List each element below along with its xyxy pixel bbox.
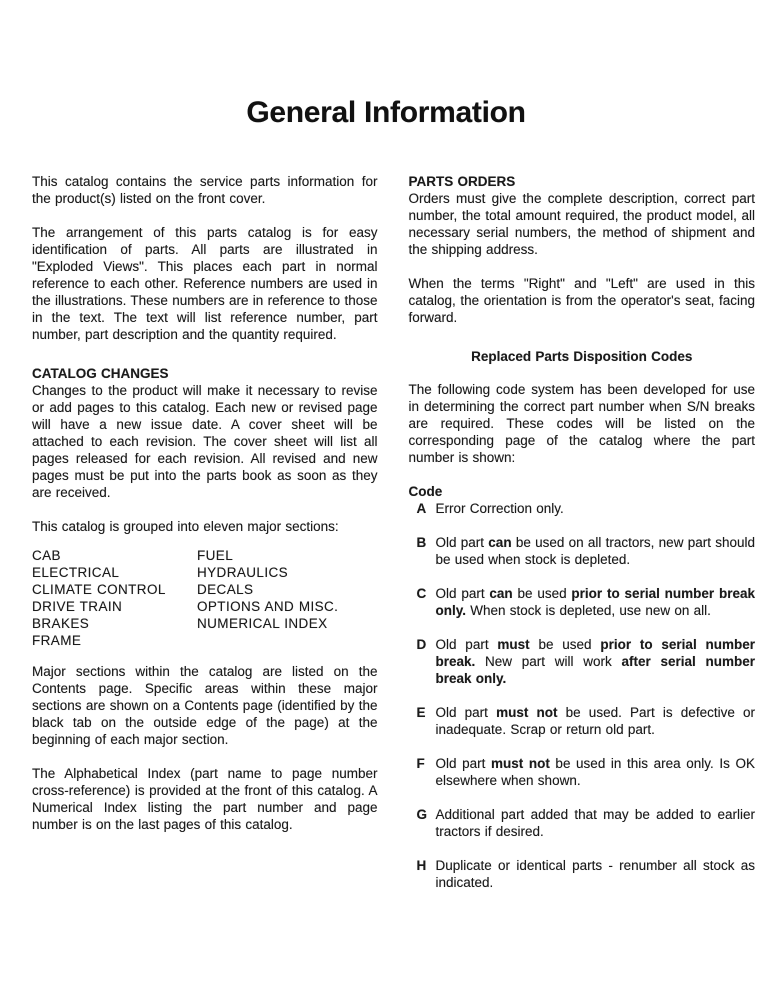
code-item-f	[409, 755, 756, 789]
code-description: Error Correction only.	[435, 501, 564, 516]
sections-list	[32, 547, 378, 649]
section-item: HYDRAULICS	[197, 565, 289, 580]
page-title: General Information	[246, 96, 526, 129]
left-column	[32, 173, 378, 908]
parts-orders-heading: PARTS ORDERS	[408, 174, 516, 189]
major-sections-paragraph: Major sections within the catalog are listed on the Contents page. Specific areas within these major sections are shown on a Contents page (identified by the black tab on the outside edge of the page) at the beginning of each major section.	[32, 664, 378, 747]
section-item: FRAME	[32, 633, 82, 648]
code-letter: H	[416, 858, 427, 873]
code-description: Old part can be used prior to serial number break only. When stock is depleted, use new on all.	[435, 586, 755, 618]
code-label: Code	[408, 484, 443, 499]
code-system-paragraph: The following code system has been developed for use in determining the correct part number when S/N breaks are required. These codes will be listed on the corresponding page of the catalog where the part number is shown:	[408, 382, 755, 465]
orientation-paragraph: When the terms "Right" and "Left" are used in this catalog, the orientation is from the operator's seat, facing forward.	[408, 276, 755, 325]
section-item: DRIVE TRAIN	[32, 599, 123, 614]
two-column-body	[32, 173, 755, 908]
code-letter: G	[416, 807, 428, 822]
code-letter: C	[416, 586, 427, 601]
code-description: Old part can be used on all tractors, new part should be used when stock is depleted.	[435, 535, 756, 567]
sections-column-1	[32, 547, 197, 649]
code-item-b	[409, 534, 756, 568]
code-letter: B	[416, 535, 427, 550]
section-item: OPTIONS AND MISC.	[197, 599, 339, 614]
sections-intro-line: This catalog is grouped into eleven major sections:	[32, 519, 339, 534]
section-item: BRAKES	[32, 616, 90, 631]
code-description: Additional part added that may be added to earlier tractors if desired.	[435, 807, 755, 839]
code-description: Old part must not be used. Part is defective or inadequate. Scrap or return old part.	[435, 705, 755, 737]
orders-paragraph: Orders must give the complete description, correct part number, the total amount required, the product model, all necessary serial numbers, the method of shipment and the shipping address.	[408, 191, 755, 257]
sections-column-2	[197, 547, 338, 649]
code-letter: D	[416, 637, 427, 652]
right-column	[409, 173, 756, 908]
code-letter: F	[416, 756, 425, 771]
code-item-g	[409, 806, 756, 840]
section-item: FUEL	[197, 548, 234, 563]
code-description: Old part must be used prior to serial number break. New part will work after serial number break only.	[435, 637, 755, 686]
code-description: Old part must not be used in this area only. Is OK elsewhere when shown.	[435, 756, 755, 788]
catalog-changes-paragraph: Changes to the product will make it necessary to revise or add pages to this catalog. Each new or revised page will have a new issue date. A cover sheet will be attached to each revision. The cover sheet will list all pages released for each revision. All revised and new pages must be put into the parts book as soon as they are received.	[32, 383, 378, 500]
code-letter: E	[416, 705, 426, 720]
section-item: NUMERICAL INDEX	[197, 616, 328, 631]
code-item-c	[409, 585, 756, 619]
section-item: DECALS	[197, 582, 254, 597]
disposition-codes-list	[409, 500, 756, 891]
section-item: CLIMATE CONTROL	[32, 582, 166, 597]
section-item: ELECTRICAL	[32, 565, 120, 580]
disposition-codes-heading: Replaced Parts Disposition Codes	[471, 349, 693, 364]
code-item-a	[409, 500, 756, 517]
section-item: CAB	[32, 548, 61, 563]
index-paragraph: The Alphabetical Index (part name to page number cross-reference) is provided at the front of this catalog. A Numerical Index listing the part number and page number is on the last pages of this catalog.	[32, 766, 378, 832]
catalog-changes-heading: CATALOG CHANGES	[32, 366, 169, 381]
code-item-e	[409, 704, 756, 738]
code-item-h	[409, 857, 756, 891]
code-description: Duplicate or identical parts - renumber all stock as indicated.	[435, 858, 755, 890]
code-item-d	[409, 636, 756, 687]
code-letter: A	[416, 501, 427, 516]
arrangement-paragraph: The arrangement of this parts catalog is for easy identification of parts. All parts are illustrated in "Exploded Views". This places each part in normal reference to each other. Reference numbers are used in the illustrations. These numbers are in reference to those in the text. The text will list reference number, part number, part description and the quantity required.	[32, 225, 378, 342]
intro-paragraph: This catalog contains the service parts information for the product(s) listed on the front cover.	[32, 174, 378, 206]
